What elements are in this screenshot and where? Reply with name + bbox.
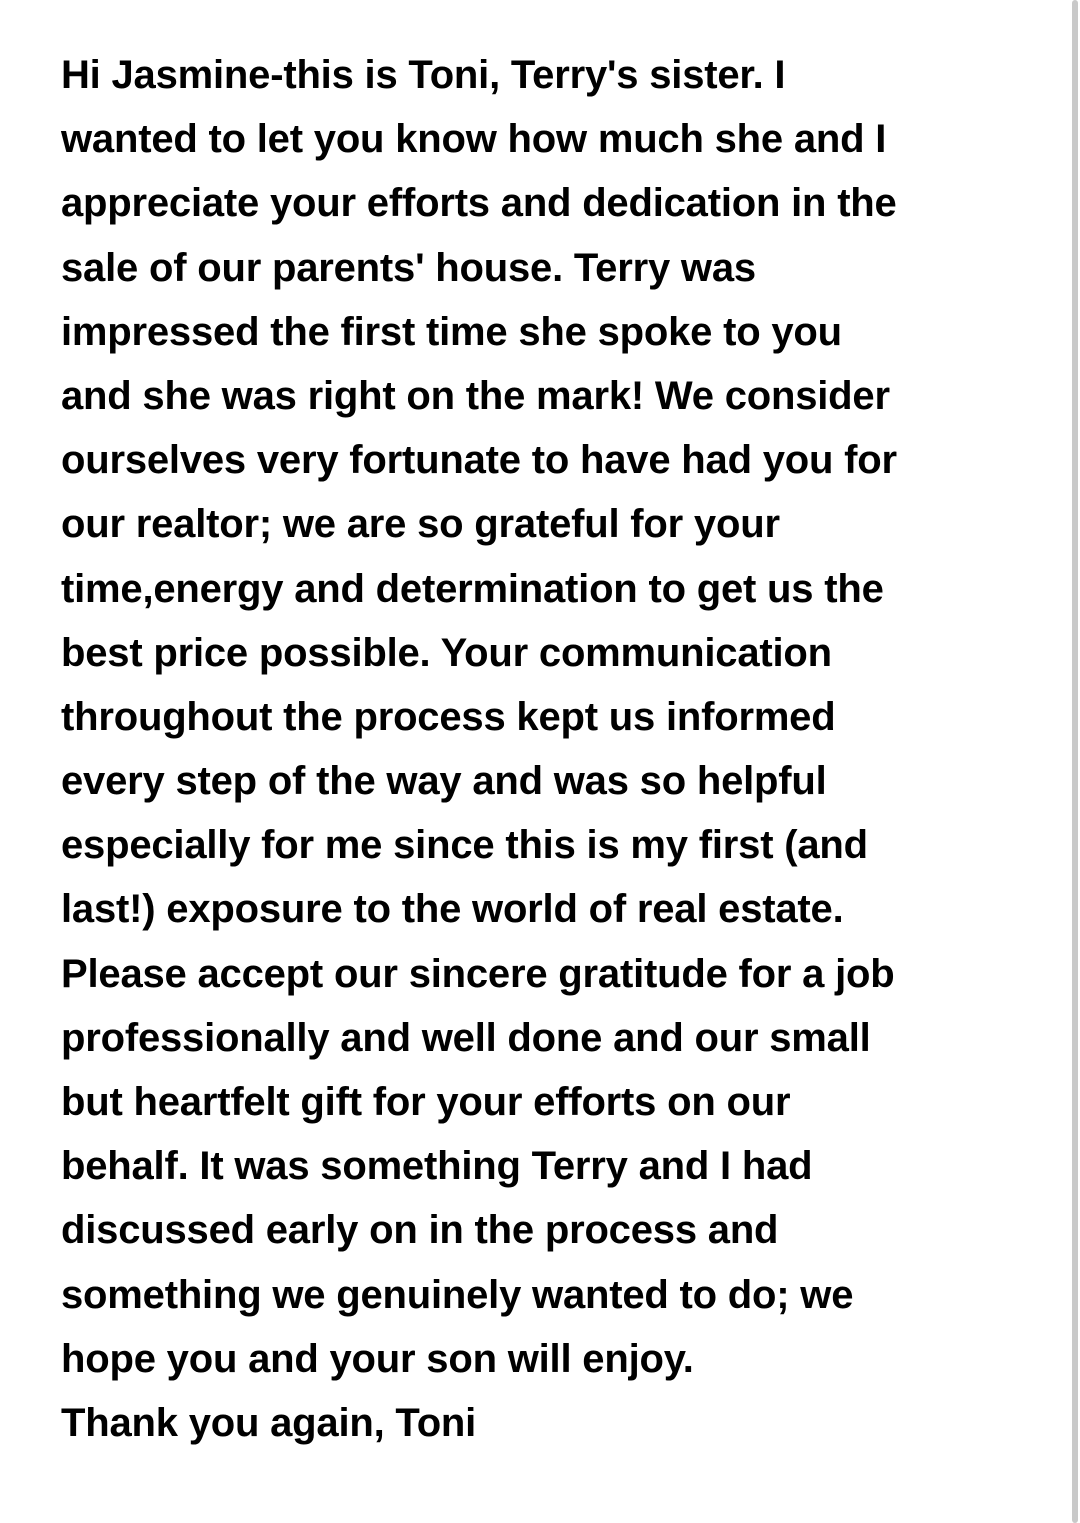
message-line: our realtor; we are so grateful for your — [61, 502, 780, 547]
message-line: Hi Jasmine-this is Toni, Terry's sister. I — [61, 53, 786, 97]
message-line: Please accept our sincere gratitude for a job — [61, 951, 895, 996]
message-line: discussed early on in the process and — [61, 1208, 779, 1253]
message-line: and she was right on the mark! We consider — [61, 373, 890, 418]
message-line: sale of our parents' house. Terry was — [61, 245, 756, 290]
message-line: ourselves very fortunate to have had you for — [61, 438, 897, 483]
message-body — [61, 43, 1061, 1455]
message-line: best price possible. Your communication — [61, 630, 832, 675]
message-line: professionally and well done and our small — [61, 1015, 871, 1060]
message-line: but heartfelt gift for your efforts on our — [61, 1080, 791, 1124]
scrollbar-thumb[interactable] — [1072, 0, 1078, 1523]
scrollbar-track[interactable] — [1070, 0, 1080, 1523]
message-line: time,energy and determination to get us the — [61, 566, 884, 611]
message-signoff: Thank you again, Toni — [61, 1400, 477, 1445]
message-line: behalf. It was something Terry and I had — [61, 1144, 813, 1189]
message-line: wanted to let you know how much she and I — [61, 117, 887, 162]
message-line: throughout the process kept us informed — [61, 694, 836, 739]
message-line: impressed the first time she spoke to you — [61, 309, 842, 354]
message-line: appreciate your efforts and dedication in the — [61, 181, 897, 226]
message-line: especially for me since this is my first (and — [61, 823, 868, 868]
message-line: every step of the way and was so helpful — [61, 759, 827, 804]
message-line: something we genuinely wanted to do; we — [61, 1272, 854, 1317]
message-line: hope you and your son will enjoy. — [61, 1336, 694, 1381]
message-line: last!) exposure to the world of real estate. — [61, 887, 844, 932]
